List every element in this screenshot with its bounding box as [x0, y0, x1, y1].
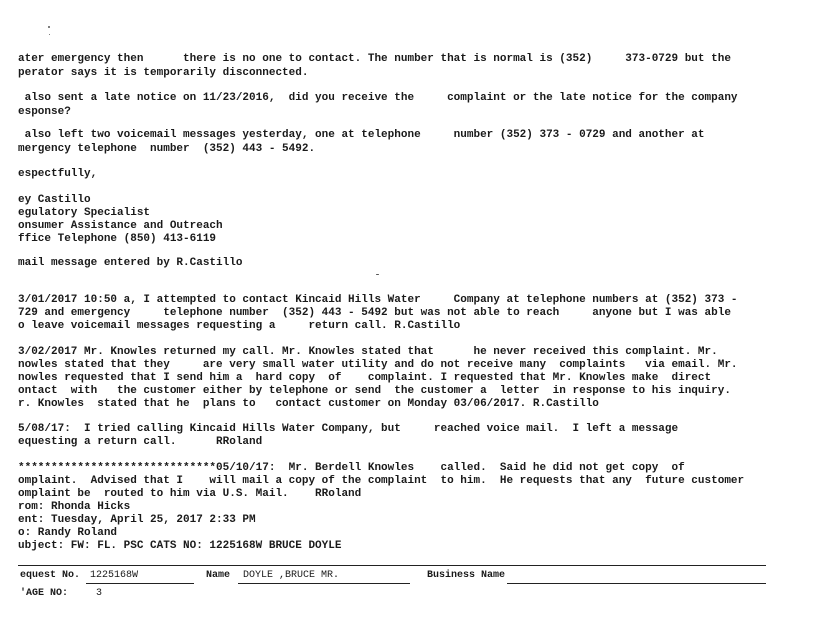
text-line: omplaint be routed to him via U.S. Mail. RRoland	[18, 488, 362, 500]
text-line: nowles requested that I send him a hard copy of complaint. I requested that Mr. Knowles make direct	[18, 372, 712, 384]
text-line: ontact with the customer either by telephone or send the customer a letter in response to his inquiry.	[18, 385, 731, 397]
text-line: also sent a late notice on 11/23/2016, did you receive the complaint or the late notice for the company	[18, 92, 738, 104]
scan-speck	[376, 274, 379, 275]
text-line: r. Knowles stated that he plans to contact customer on Monday 03/06/2017. R.Castillo	[18, 398, 599, 410]
page-number-value: 3	[96, 588, 103, 599]
text-line: 5/08/17: I tried calling Kincaid Hills Water Company, but reached voice mail. I left a message	[18, 423, 679, 435]
text-line: ey Castillo	[18, 194, 91, 206]
text-line: omplaint. Advised that I will mail a copy of the complaint to him. He requests that any future customer	[18, 475, 745, 487]
request-number-label: equest No.	[20, 570, 81, 581]
text-line: 3/01/2017 10:50 a, I attempted to contact Kincaid Hills Water Company at telephone numbers at (352) 373 -	[18, 294, 738, 306]
text-line: espectfully,	[18, 168, 98, 180]
page-number-label: 'AGE NO:	[20, 588, 69, 599]
text-line: esponse?	[18, 106, 71, 118]
text-line: mail message entered by R.Castillo	[18, 257, 243, 269]
text-line: egulatory Specialist	[18, 207, 151, 219]
scan-speck	[49, 34, 50, 35]
text-line: nowles stated that they are very small water utility and do not receive many complaints via email. Mr.	[18, 359, 738, 371]
footer-top-rule	[18, 565, 766, 566]
text-line: o leave voicemail messages requesting a return call. R.Castillo	[18, 320, 461, 332]
text-line: ffice Telephone (850) 413-6119	[18, 233, 217, 245]
text-line: mergency telephone number (352) 443 - 5492.	[18, 143, 316, 155]
text-line: also left two voicemail messages yesterday, one at telephone number (352) 373 - 0729 and another at	[18, 129, 705, 141]
text-line: o: Randy Roland	[18, 527, 118, 539]
text-line: ent: Tuesday, April 25, 2017 2:33 PM	[18, 514, 256, 526]
text-line: perator says it is temporarily disconnected.	[18, 67, 309, 79]
text-line: equesting a return call. RRoland	[18, 436, 263, 448]
text-line: ubject: FW: FL. PSC CATS NO: 1225168W BRUCE DOYLE	[18, 540, 342, 552]
scan-speck	[48, 26, 50, 28]
name-underline	[238, 583, 410, 584]
text-line: onsumer Assistance and Outreach	[18, 220, 223, 232]
text-line: ater emergency then there is no one to contact. The number that is normal is (352) 373-0729 but the	[18, 53, 731, 65]
text-line: ******************************05/10/17: Mr. Berdell Knowles called. Said he did not get copy of	[18, 462, 685, 474]
business-name-underline	[507, 583, 766, 584]
text-line: 729 and emergency telephone number (352) 443 - 5492 but was not able to reach anyone but I was able	[18, 307, 731, 319]
request-number-value: 1225168W	[90, 570, 139, 581]
text-line: 3/02/2017 Mr. Knowles returned my call. Mr. Knowles stated that he never received this complaint. Mr.	[18, 346, 718, 358]
text-line: rom: Rhonda Hicks	[18, 501, 131, 513]
name-label: Name	[206, 570, 231, 581]
name-value: DOYLE ,BRUCE MR.	[243, 570, 340, 581]
business-name-label: Business Name	[427, 570, 506, 581]
request-number-underline	[86, 583, 194, 584]
